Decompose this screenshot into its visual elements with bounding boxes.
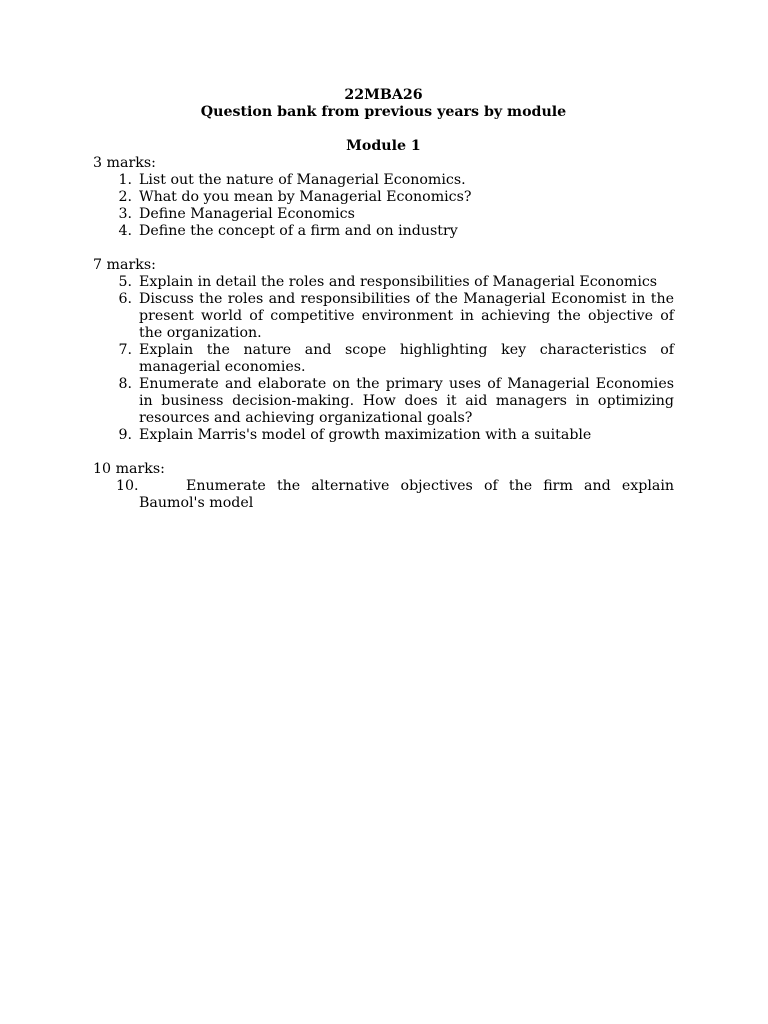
question-list-7-marks xyxy=(93,274,674,444)
list-item xyxy=(93,206,674,223)
list-item xyxy=(93,427,674,444)
question-number: 7. xyxy=(118,342,132,358)
section-label-10-marks: 10 marks: xyxy=(93,461,165,477)
question-text: Discuss the roles and responsibilities of the Managerial Economist in the present world of competitive environment in achieving the objective of the organization. xyxy=(139,291,674,341)
list-item xyxy=(93,223,674,240)
list-item xyxy=(93,274,674,291)
question-list-10-marks xyxy=(93,478,674,512)
question-text: List out the nature of Managerial Economics. xyxy=(139,172,466,188)
list-item xyxy=(93,342,674,376)
question-number: 9. xyxy=(118,427,132,443)
list-item xyxy=(93,189,674,206)
course-code: 22MBA26 xyxy=(344,87,423,103)
question-text: What do you mean by Managerial Economics? xyxy=(139,189,472,205)
question-number: 2. xyxy=(118,189,132,205)
section-label-7-marks: 7 marks: xyxy=(93,257,156,273)
question-number: 8. xyxy=(118,376,132,392)
question-text: Explain Marris's model of growth maximization with a suitable xyxy=(139,427,592,443)
spacer xyxy=(93,121,674,138)
question-number: 5. xyxy=(118,274,132,290)
list-item xyxy=(93,376,674,427)
question-number: 1. xyxy=(118,172,132,188)
question-text: Explain in detail the roles and responsibilities of Managerial Economics xyxy=(139,274,658,290)
list-item xyxy=(93,172,674,189)
question-number: 3. xyxy=(118,206,132,222)
question-number: 10. xyxy=(116,478,139,494)
module-heading: Module 1 xyxy=(346,138,421,154)
question-text: Explain the nature and scope highlighting key characteristics of managerial economies. xyxy=(139,342,674,375)
list-item xyxy=(93,291,674,342)
document-title: Question bank from previous years by module xyxy=(200,104,567,120)
document-content xyxy=(93,87,674,512)
question-text: Enumerate the alternative objectives of the firm and explain Baumol's model xyxy=(139,478,674,511)
question-list-3-marks xyxy=(93,172,674,240)
question-text: Define the concept of a firm and on industry xyxy=(139,223,458,239)
question-number: 6. xyxy=(118,291,132,307)
spacer xyxy=(93,444,674,461)
question-number: 4. xyxy=(118,223,132,239)
question-text: Define Managerial Economics xyxy=(139,206,355,222)
question-text: Enumerate and elaborate on the primary uses of Managerial Economies in business decision-making. How does it aid managers in optimizing resources and achieving organizational goals? xyxy=(139,376,674,426)
spacer xyxy=(93,240,674,257)
section-label-3-marks: 3 marks: xyxy=(93,155,156,171)
list-item xyxy=(93,478,674,512)
